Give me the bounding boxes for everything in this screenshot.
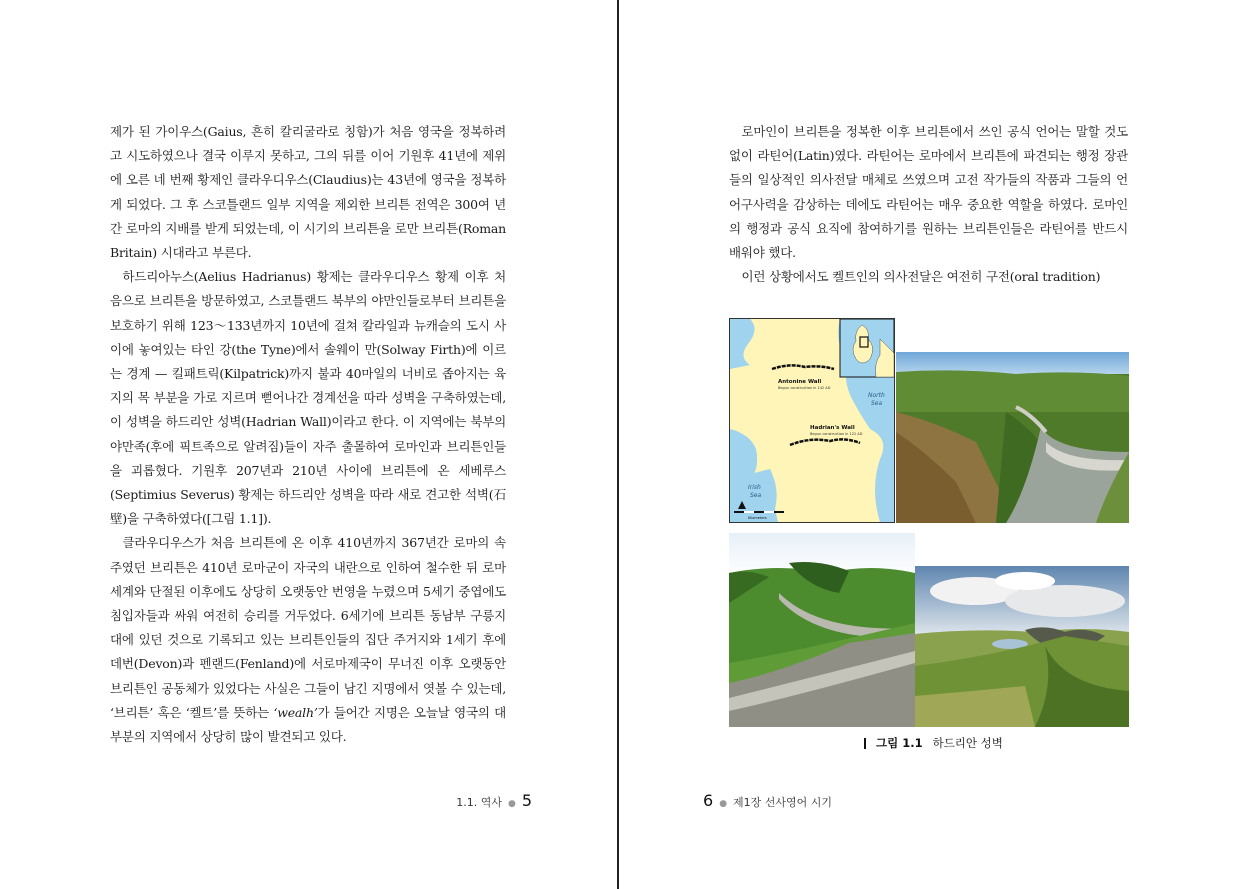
page-number: 6 <box>703 791 714 810</box>
antonine-wall-sub: Begun construction in 142 AD <box>778 386 831 390</box>
scale-label: Kilometers <box>748 516 767 520</box>
caption-title: 하드리안 성벽 <box>932 736 1003 750</box>
photo-svg <box>896 352 1129 523</box>
paragraph-text: 클라우디우스가 처음 브리튼에 온 이후 410년까지 367년간 로마의 속주였던 브리튼은 410년 로마군이 자국의 내란으로 인하여 철수한 뒤 로마세계와 단절된 이후에도 상당히 오랫동안 번영을 누렸으며 5세기 중엽에도 침입자들과 싸워 여전히 승리를 거두었다. 6세기에 브리튼 동남부 구릉지대에 있던 것으로 기록되고 있는 브리튼인들의 집단 주거지와 1세기 후에 데번(Devon)과 펜랜드(Fenland)에 서로마제국이 무너진 이후 오랫동안 브리튼인 공동체가 있었다는 사실은 그들이 남긴 지명에서 엿볼 수 있는데, ‘브리튼’ 혹은 ‘켈트’를 뜻하는 <box>110 535 506 720</box>
footer-section: 제1장 선사영어 시기 <box>733 796 833 809</box>
italic-term: ‘wealh’ <box>273 704 318 720</box>
left-footer <box>456 791 532 810</box>
map-svg <box>730 319 894 522</box>
photo-svg <box>729 533 915 727</box>
caption-bar <box>864 738 866 749</box>
footer-dot-icon: ● <box>507 799 516 809</box>
left-body-text <box>110 120 506 749</box>
paragraph: 제가 된 가이우스(Gaius, 흔히 칼리굴라로 칭함)가 처음 영국을 정복하려고 시도하였으나 결국 이루지 못하고, 그의 뒤를 이어 기원후 41년에 제위에 오른 네 번째 황제인 클라우디우스(Claudius)는 43년에 영국을 정복하게 되었다. 그 후 스코틀랜드 일부 지역을 제외한 브리튼 전역은 300여 년간 로마의 지배를 받게 되었는데, 이 시기의 브리튼을 로만 브리튼(Roman Britain) 시대라고 부른다. <box>110 124 506 261</box>
north-sea-label: Sea <box>871 400 883 407</box>
paragraph <box>110 531 506 749</box>
photo-svg <box>915 566 1129 727</box>
paragraph: 이런 상황에서도 켈트인의 의사전달은 여전히 구전(oral tradition) <box>741 269 1101 285</box>
caption-label: 그림 1.1 <box>876 736 923 750</box>
antonine-wall-label: Antonine Wall <box>778 379 822 385</box>
footer-dot-icon: ● <box>719 799 728 809</box>
irish-sea-label: Irish <box>748 484 761 491</box>
north-sea-label: North <box>868 392 885 399</box>
paragraph-text: 가 들어간 지명은 오늘날 영국의 대부분의 지역에서 상당히 많이 발견되고 있다. <box>110 704 506 745</box>
footer-section: 1.1. 역사 <box>456 796 502 809</box>
hadrian-wall-photo-crags <box>915 566 1129 727</box>
hadrian-wall-map <box>729 318 895 523</box>
page-number: 5 <box>521 791 532 810</box>
irish-sea-label: Sea <box>750 492 762 499</box>
hadrian-wall-label: Hadrian's Wall <box>810 425 855 431</box>
figure-caption <box>864 735 1003 751</box>
paragraph: 로마인이 브리튼을 정복한 이후 브리튼에서 쓰인 공식 언어는 말할 것도 없이 라틴어(Latin)였다. 라틴어는 로마에서 브리튼에 파견되는 행정 장관들의 일상적인 의사전달 매체로 쓰였으며 고전 작가들의 작품과 그들의 언어구사력을 감상하는 데에도 라틴어는 매우 중요한 역할을 하였다. 로마인의 행정과 공식 요직에 참여하기를 원하는 브리튼인들은 라틴어를 반드시 배워야 했다. <box>729 124 1128 261</box>
paragraph: 하드리아누스(Aelius Hadrianus) 황제는 클라우디우스 황제 이후 처음으로 브리튼을 방문하였고, 스코틀랜드 북부의 야만인들로부터 브리튼을 보호하기 위해 123～133년까지 10년에 걸쳐 칼라일과 뉴캐슬의 도시 사이에 놓여있는 타인 강(the Tyne)에서 솔웨이 만(Solway Firth)에 이르는 경계 — 킬패트릭(Kilpatrick)까지 불과 40마일의 너비로 좁아지는 육지의 목 부분을 가로 지르며 뻗어나간 경계선을 따라 성벽을 구축하였는데, 이 성벽을 하드리안 성벽(Hadrian Wall)이라고 한다. 이 지역에는 북부의 야만족(후에 픽트족으로 알려짐)들이 자주 출몰하여 로마인과 브리튼인들을 괴롭혔다. 기원후 207년과 210년 사이에 브리튼에 온 세베루스(Septimius Severus) 황제는 하드리안 성벽을 따라 새로 견고한 석벽(石壁)을 구축하였다([그림 1.1]). <box>110 269 506 527</box>
hadrian-wall-photo-field <box>729 533 915 727</box>
right-page <box>619 0 1236 889</box>
right-footer <box>703 791 832 810</box>
hadrian-wall-photo-hillside <box>896 352 1129 523</box>
hadrian-wall-sub: Begun construction in 122 AD <box>810 432 863 436</box>
right-body-text <box>729 120 1128 289</box>
